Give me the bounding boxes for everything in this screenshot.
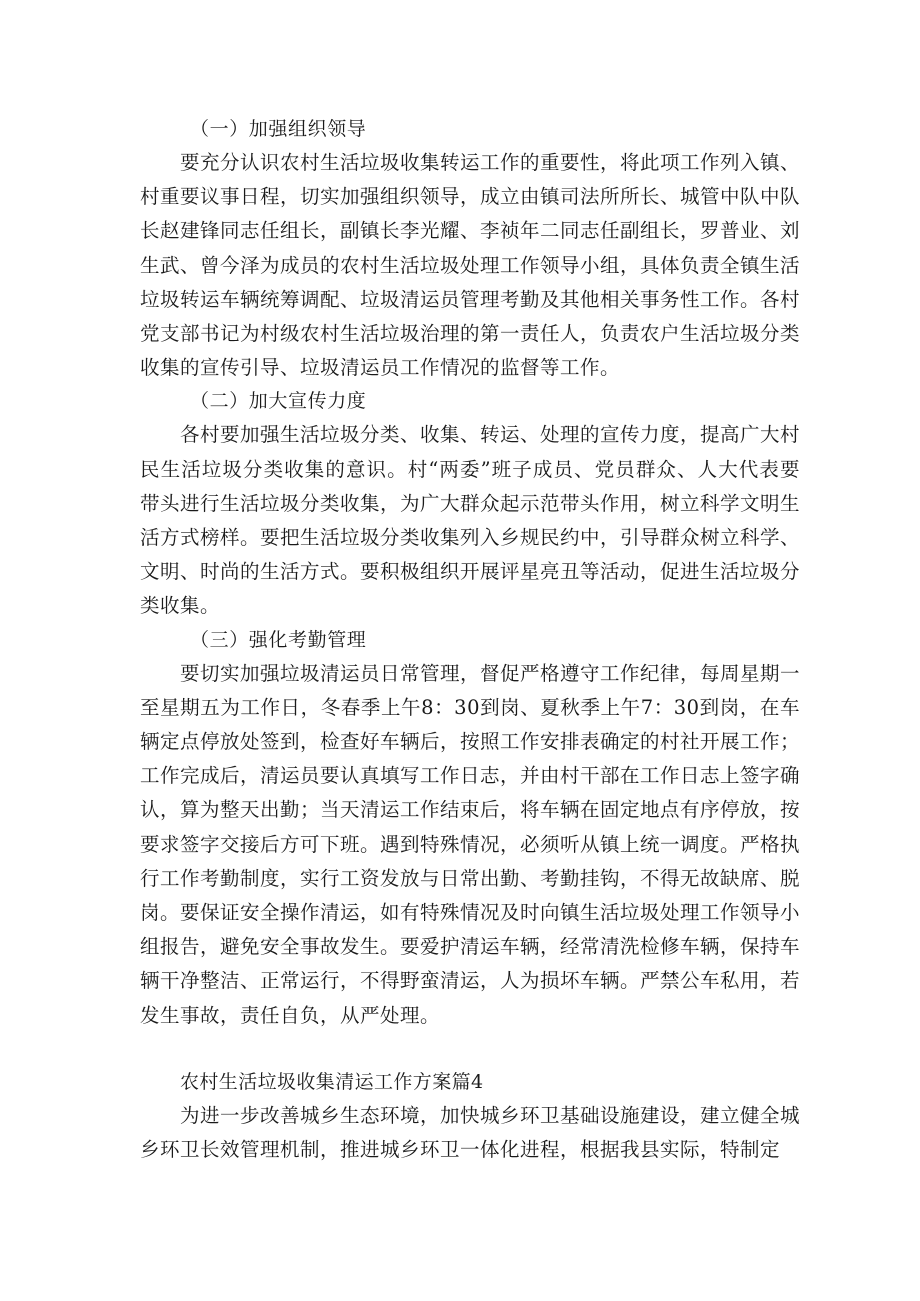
section-3-body: 要切实加强垃圾清运员日常管理，督促严格遵守工作纪律，每周星期一至星期五为工作日，冬春季上午8：30到岗、夏秋季上午7：30到岗，在车辆定点停放处签到，检查好车辆后，按照工作安排表确定的村社开展工作；工作完成后，清运员要认真填写工作日志，并由村干部在工作日志上签字确认，算为整天出勤；当天清运工作结束后，将车辆在固定地点有序停放，按要求签字交接后方可下班。遇到特殊情况，必须听从镇上统一调度。严格执行工作考勤制度，实行工资发放与日常出勤、考勤挂钩，不得无故缺席、脱岗。要保证安全操作清运，如有特殊情况及时向镇生活垃圾处理工作领导小组报告，避免安全事故发生。要爱护清运车辆，经常清洗检修车辆，保持车辆干净整洁、正常运行，不得野蛮清运，人为损坏车辆。严禁公车私用，若发生事故，责任自负，从严处理。 [140,661,801,1027]
section-3-heading: （三）强化考勤管理 [190,628,367,651]
section-1-body: 要充分认识农村生活垃圾收集转运工作的重要性，将此项工作列入镇、村重要议事日程，切实加强组织领导，成立由镇司法所所长、城管中队中队长赵建锋同志任组长，副镇长李光耀、李祯年二同志任副组长，罗普业、刘生武、曾今泽为成员的农村生活垃圾处理工作领导小组，具体负责全镇生活垃圾转运车辆统筹调配、垃圾清运员管理考勤及其他相关事务性工作。各村党支部书记为村级农村生活垃圾治理的第一责任人，负责农户生活垃圾分类收集的宣传引导、垃圾清运员工作情况的监督等工作。 [140,151,801,380]
document-content [140,113,800,1167]
section-2-body: 各村要加强生活垃圾分类、收集、转运、处理的宣传力度，提高广大村民生活垃圾分类收集的意识。村“两委”班子成员、党员群众、人大代表要带头进行生活垃圾分类收集，为广大群众起示范带头作用，树立科学文明生活方式榜样。要把生活垃圾分类收集列入乡规民约中，引导群众树立科学、文明、时尚的生活方式。要积极组织开展评星亮丑等活动，促进生活垃圾分类收集。 [140,423,801,618]
next-section-title: 农村生活垃圾收集清运工作方案篇4 [180,1070,484,1093]
section-2-heading: （二）加大宣传力度 [190,390,367,413]
next-section-body: 为进一步改善城乡生态环境，加快城乡环卫基础设施建设，建立健全城乡环卫长效管理机制，推进城乡环卫一体化进程，根据我县实际，特制定 [140,1103,801,1162]
section-1-heading: （一）加强组织领导 [190,118,367,140]
